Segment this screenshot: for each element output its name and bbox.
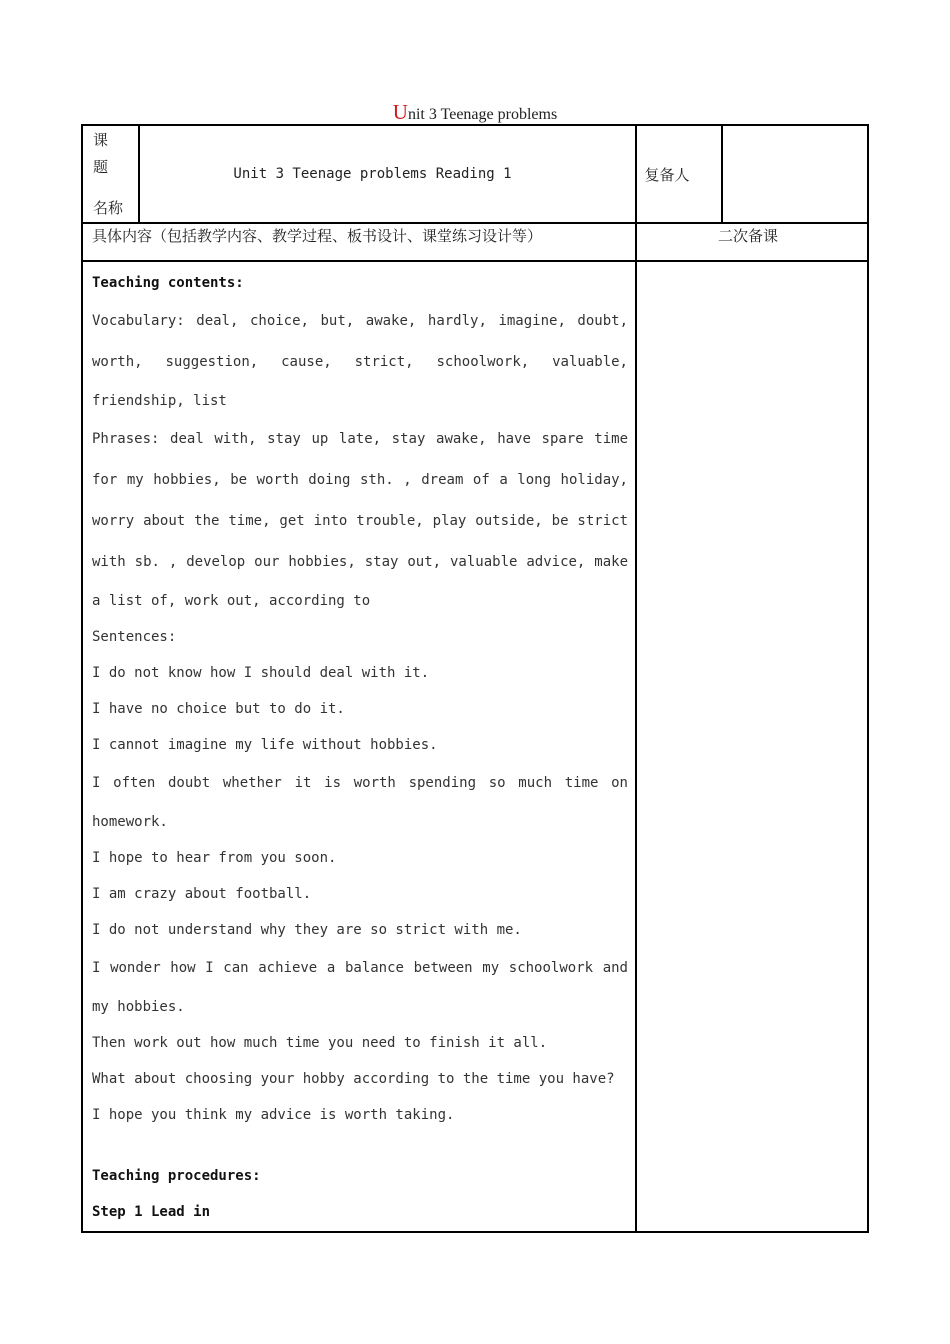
step-1-heading: Step 1 Lead in [92,1204,211,1220]
sentence-8-line-2: my hobbies. [92,999,185,1015]
teaching-contents-heading: Teaching contents: [92,275,244,291]
sentence-11: I hope you think my advice is worth taking. [92,1107,455,1123]
sentence-8-line-1: I wonder how I can achieve a balance between my schoolwork and [92,960,628,976]
document-title [0,100,950,127]
sentence-5: I hope to hear from you soon. [92,850,337,866]
vocabulary-line-3: friendship, list [92,393,227,409]
vocabulary-line-2: worth, suggestion, cause, strict, schoolwork, valuable, [92,354,628,370]
phrases-line-2: for my hobbies, be worth doing sth. , dream of a long holiday, [92,472,628,488]
header-row [82,125,868,223]
sentence-2: I have no choice but to do it. [92,701,345,717]
vocabulary-line-1: Vocabulary: deal, choice, but, awake, hardly, imagine, doubt, [92,313,628,329]
topic-label-line2: 名称 [93,199,124,217]
sentence-9: Then work out how much time you need to finish it all. [92,1035,548,1051]
lesson-title: Unit 3 Teenage problems Reading 1 [139,125,636,223]
teaching-procedures-heading: Teaching procedures: [92,1168,261,1184]
second-prep-header: 二次备课 [636,223,868,261]
prep-person-label: 复备人 [636,125,722,223]
section-header-row [82,223,868,261]
phrases-line-4: with sb. , develop our hobbies, stay out, valuable advice, make [92,554,628,570]
sentence-4-line-1: I often doubt whether it is worth spending so much time on [92,775,628,791]
spacer [92,1133,628,1158]
topic-label-cell [82,125,139,223]
sentence-6: I am crazy about football. [92,886,312,902]
teaching-content-cell [82,261,636,1232]
topic-label-line1: 课 题 [93,131,113,176]
phrases-line-3: worry about the time, get into trouble, play outside, be strict [92,513,628,529]
title-rest: nit 3 Teenage problems [407,106,558,123]
lesson-plan-table [81,124,869,1233]
phrases-line-1: Phrases: deal with, stay up late, stay awake, have spare time [92,431,628,447]
prep-person-value [722,125,868,223]
sentences-label: Sentences: [92,629,177,645]
content-header: 具体内容（包括教学内容、教学过程、板书设计、课堂练习设计等） [82,223,636,261]
sentence-3: I cannot imagine my life without hobbies. [92,737,438,753]
phrases-line-5: a list of, work out, according to [92,593,371,609]
body-row [82,261,868,1232]
title-initial: U [392,100,408,124]
sentence-4-line-2: homework. [92,814,168,830]
sentence-7: I do not understand why they are so strict with me. [92,922,522,938]
second-prep-notes-cell [636,261,868,1232]
sentence-1: I do not know how I should deal with it. [92,665,430,681]
sentence-10: What about choosing your hobby according to the time you have? [92,1071,615,1087]
